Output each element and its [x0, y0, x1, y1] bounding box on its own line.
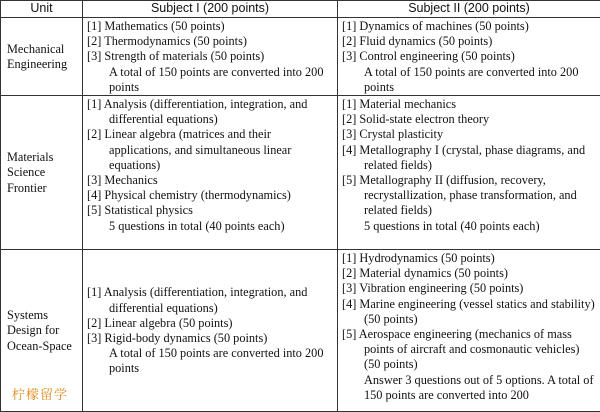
subject-1-cell [83, 96, 338, 250]
list-item: [1] Material mechanics [342, 97, 597, 112]
list-item: [1] Dynamics of machines (50 points) [342, 19, 597, 34]
scoring-note: A total of 150 points are converted into 200 points [342, 65, 597, 95]
list-item: [5] Aerospace engineering (mechanics of mass points of aircraft and cosmonautic vehicles) (50 points) [342, 327, 597, 373]
header-subject-2: Subject II (200 points) [338, 1, 600, 18]
list-item: [2] Fluid dynamics (50 points) [342, 34, 597, 49]
list-item: [1] Mathematics (50 points) [87, 19, 334, 34]
subject-2-cell [338, 96, 600, 250]
subject-1-cell [83, 250, 338, 412]
list-item: [2] Solid-state electron theory [342, 112, 597, 127]
list-item: [4] Marine engineering (vessel statics and stability) (50 points) [342, 297, 597, 327]
list-item: [2] Material dynamics (50 points) [342, 266, 597, 281]
table-row [1, 18, 600, 96]
list-item: [2] Linear algebra (matrices and their applications, and simultaneous linear equations) [87, 127, 334, 173]
scoring-note: Answer 3 questions out of 5 options. A total of 150 points are converted into 200 [342, 373, 597, 403]
subject-1-cell [83, 18, 338, 96]
list-item: [3] Strength of materials (50 points) [87, 49, 334, 64]
scoring-note: 5 questions in total (40 points each) [87, 219, 334, 234]
list-item: [3] Crystal plasticity [342, 127, 597, 142]
list-item: [1] Analysis (differentiation, integration, and differential equations) [87, 285, 334, 315]
list-item: [5] Statistical physics [87, 203, 334, 218]
unit-cell: Materials Science Frontier [1, 96, 83, 250]
list-item: [3] Vibration engineering (50 points) [342, 281, 597, 296]
list-item: [4] Metallography I (crystal, phase diagrams, and related fields) [342, 143, 597, 173]
list-item: [2] Linear algebra (50 points) [87, 316, 334, 331]
unit-cell: Mechanical Engineering [1, 18, 83, 96]
list-item: [2] Thermodynamics (50 points) [87, 34, 334, 49]
list-item: [1] Hydrodynamics (50 points) [342, 251, 597, 266]
list-item: [3] Control engineering (50 points) [342, 49, 597, 64]
list-item: [1] Analysis (differentiation, integration, and differential equations) [87, 97, 334, 127]
list-item: [5] Metallography II (diffusion, recovery, recrystallization, phase transformation, and related fields) [342, 173, 597, 219]
subject-2-cell [338, 18, 600, 96]
table-header-row [1, 1, 600, 18]
list-item: [3] Mechanics [87, 173, 334, 188]
unit-cell: Systems Design for Ocean-Space [1, 250, 83, 412]
table-row [1, 96, 600, 250]
header-subject-1: Subject I (200 points) [83, 1, 338, 18]
table-row [1, 250, 600, 412]
list-item: [4] Physical chemistry (thermodynamics) [87, 188, 334, 203]
scoring-note: 5 questions in total (40 points each) [342, 219, 597, 234]
header-unit: Unit [1, 1, 83, 18]
scoring-note: A total of 150 points are converted into 200 points [87, 65, 334, 95]
watermark-logo: 柠檬留学 [12, 384, 68, 403]
list-item: [3] Rigid-body dynamics (50 points) [87, 331, 334, 346]
subject-2-cell [338, 250, 600, 412]
scoring-note: A total of 150 points are converted into 200 points [87, 346, 334, 376]
